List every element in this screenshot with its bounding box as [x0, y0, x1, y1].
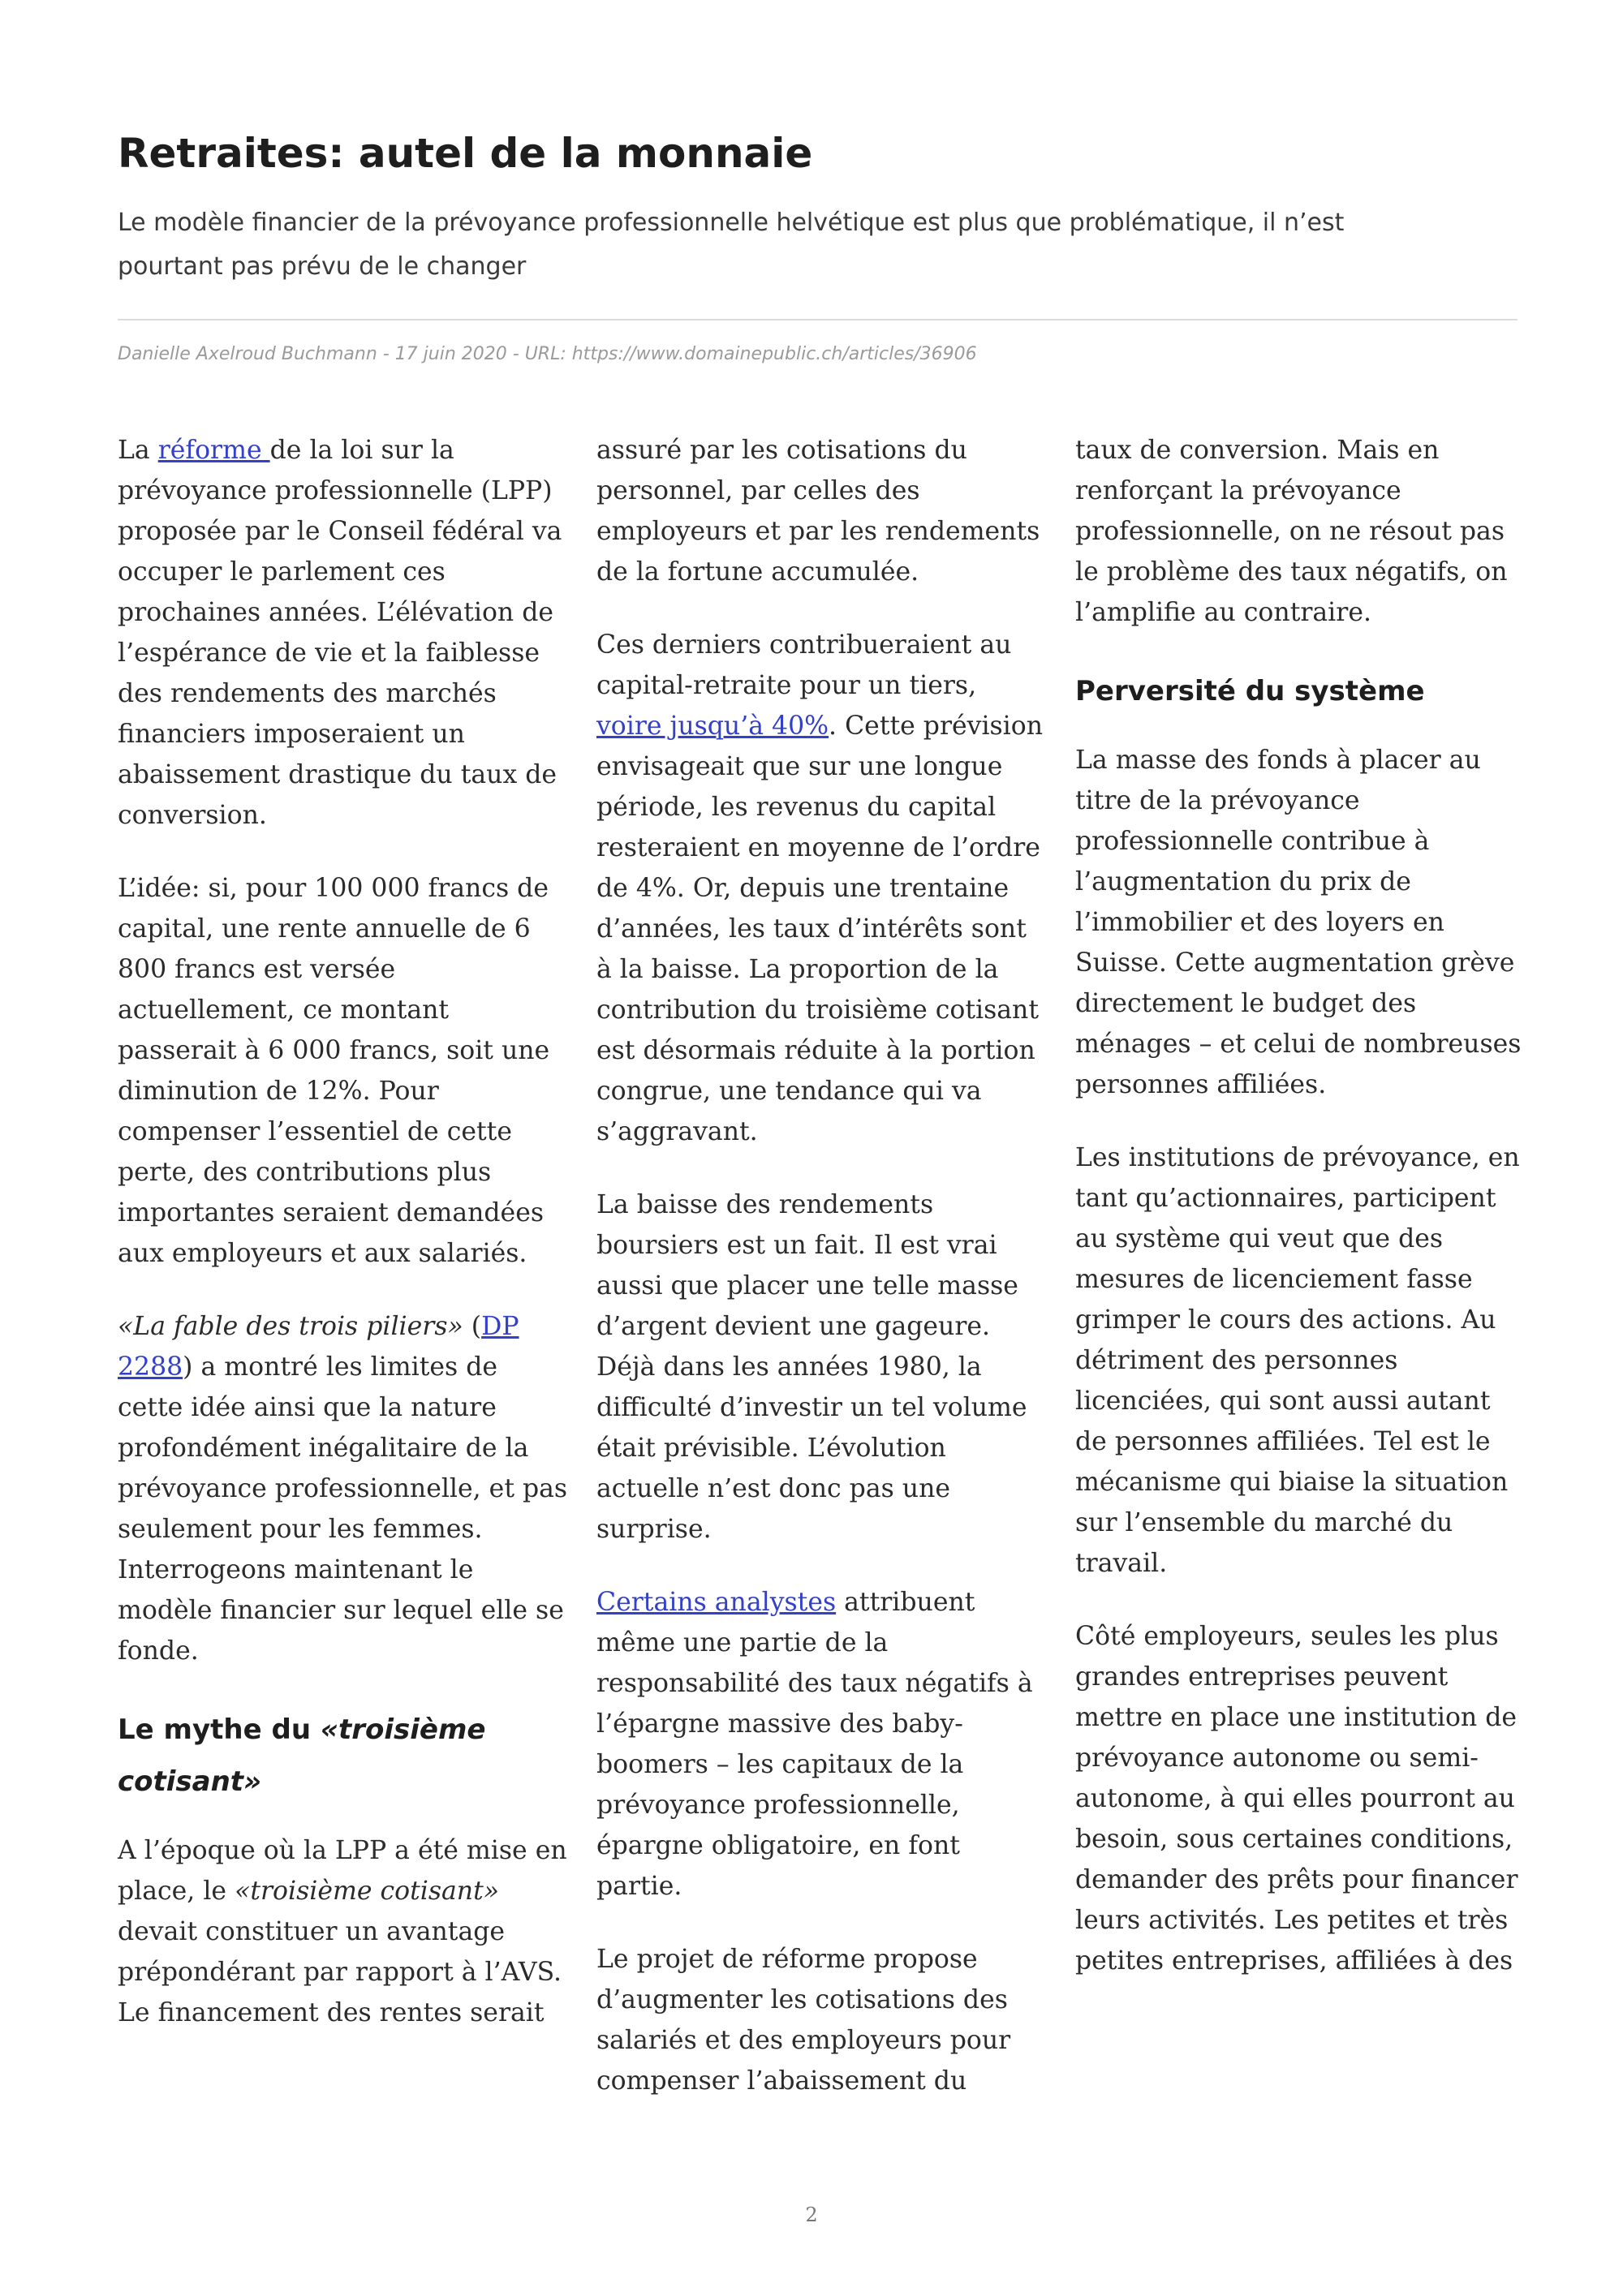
paragraph	[596, 1582, 1047, 1907]
paragraph	[118, 1830, 568, 2033]
text-run: A l’époque où la LPP a été mise en place, le	[118, 1836, 567, 1906]
certains-analystes-link[interactable]: Certains analystes	[596, 1588, 837, 1617]
heading-emphasis: «troisième cotisant»	[118, 1713, 486, 1798]
article-title: Retraites: autel de la monnaie	[118, 130, 813, 177]
header-divider	[118, 319, 1518, 320]
paragraph	[596, 625, 1047, 1152]
paragraph: L’idée: si, pour 100 000 francs de capital, une rente annuelle de 6 800 francs est versée actuellement, ce montant passerait à 6 000 francs, soit une diminution de 12%. Pour compenser l’essentiel de cette perte, des contributions plus importantes seraient demandées aux employeurs et aux salariés.	[118, 874, 550, 1268]
page-number: 2	[805, 2204, 818, 2226]
reforme-link[interactable]: réforme	[157, 436, 270, 465]
article-subtitle: Le modèle financier de la prévoyance professionnelle helvétique est plus que problématique, il n’est pourtant pas prévu de le changer	[118, 209, 1345, 281]
voire-jusqua-40-link[interactable]: voire jusqu’à 40%	[596, 712, 829, 741]
heading-text: Le mythe du	[118, 1713, 321, 1746]
text-run: La	[118, 436, 158, 465]
text-column-3	[1075, 430, 1526, 2014]
paragraph: Les institutions de prévoyance, en tant qu’actionnaires, participent au système qui veut que des mesures de licenciement fasse grimper le cours des actions. Au détriment des personnes licenciées, qui sont aussi autant de personnes affiliées. Tel est le mécanisme qui biaise la situation sur l’ensemble du marché du travail.	[1075, 1143, 1520, 1578]
section-heading: Perversité du système	[1075, 675, 1425, 707]
text-run: devait constituer un avantage prépondérant par rapport à l’AVS. Le financement des rentes serait	[118, 1917, 562, 2027]
text-run: de la loi sur la prévoyance professionnelle (LPP) proposée par le Conseil fédéral va occuper le parlement ces prochaines années. L’élévation de l’espérance de vie et la faiblesse des rendements des marchés financiers imposeraient un abaissement drastique du taux de conversion.	[118, 436, 562, 830]
text-run: Ces derniers contribueraient au capital-retraite pour un tiers,	[596, 630, 1012, 700]
paragraph: Côté employeurs, seules les plus grandes entreprises peuvent mettre en place une institution de prévoyance autonome ou semi-autonome, à qui elles pourront au besoin, sous certaines conditions, demander des prêts pour financer leurs activités. Les petites et très petites entreprises, affiliées à des	[1075, 1622, 1518, 1976]
dp-2288-link[interactable]: DP 2288	[118, 1312, 519, 1382]
article-byline: Danielle Axelroud Buchmann - 17 juin 2020 - URL: https://www.domainepublic.ch/articles/36906	[118, 344, 977, 364]
paragraph	[118, 1306, 568, 1671]
text-run: attribuent même une partie de la responsabilité des taux négatifs à l’épargne massive des baby-boomers – les capitaux de la prévoyance professionnelle, épargne obligatoire, en font partie.	[596, 1588, 1033, 1901]
paragraph: Le projet de réforme propose d’augmenter les cotisations des salariés et des employeurs pour compenser l’abaissement du	[596, 1945, 1011, 2096]
paragraph: taux de conversion. Mais en renforçant la prévoyance professionnelle, on ne résout pas le problème des taux négatifs, on l’amplifie au contraire.	[1075, 436, 1508, 627]
text-column-1	[118, 430, 568, 2066]
section-heading	[118, 1704, 568, 1808]
emphasis-text: «La fable des trois piliers»	[118, 1312, 463, 1341]
paragraph: La masse des fonds à placer au titre de la prévoyance professionnelle contribue à l’augmentation du prix de l’immobilier et des loyers en Suisse. Cette augmentation grève directement le budget des ménages – et celui de nombreuses personnes affiliées.	[1075, 746, 1522, 1099]
emphasis-text: «troisième cotisant»	[235, 1877, 499, 1906]
paragraph: assuré par les cotisations du personnel, par celles des employeurs et par les rendements de la fortune accumulée.	[596, 436, 1040, 587]
text-run: ) a montré les limites de cette idée ainsi que la nature profondément inégalitaire de la prévoyance professionnelle, et pas seulement pour les femmes. Interrogeons maintenant le modèle financier sur lequel elle se fonde.	[118, 1352, 568, 1666]
paragraph	[118, 430, 568, 836]
text-column-2	[596, 430, 1047, 2134]
text-run: (	[463, 1312, 482, 1341]
paragraph: La baisse des rendements boursiers est un fait. Il est vrai aussi que placer une telle masse d’argent devient une gageure. Déjà dans les années 1980, la difficulté d’investir un tel volume était prévisible. L’évolution actuelle n’est donc pas une surprise.	[596, 1190, 1027, 1544]
text-run: . Cette prévision envisageait que sur une longue période, les revenus du capital resteraient en moyenne de l’ordre de 4%. Or, depuis une trentaine d’années, les taux d’intérêts sont à la baisse. La proportion de la contribution du troisième cotisant est désormais réduite à la portion congrue, une tendance qui va s’aggravant.	[596, 712, 1044, 1146]
